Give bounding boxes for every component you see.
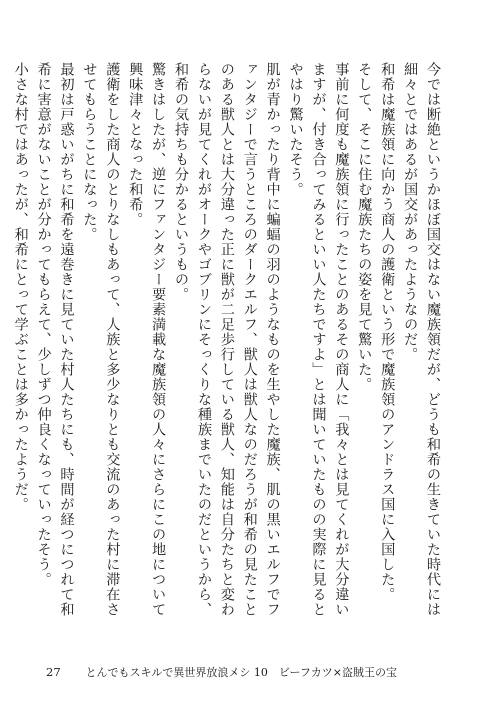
paragraph: 小さな村ではあったが、和希にとって学ぶことは多かったようだ。 [12,62,29,512]
paragraph: 驚きはしたが、逆にファンタジー要素満載な魔族領の人々にさらにこの地について興味津々となった和希。 [127,62,167,617]
paragraph: 肌が青かったり背中に蝙蝠の羽のようなものを生やした魔族、肌の黒いエルフでファンタジーで言うところのダークエルフ、獣人は獣人なのだろうが和希の見たことのある獣人とは大分違った正に獣が二足歩行している獣人、知能は自分たちと変わらないが見てくれがオークやゴブリンにそっくりな種族までいたのだというから、和希の気持ちも分かるというもの。 [173,62,281,617]
paragraph: 最初は戸惑いがちに和希を遠巻きに見ていた村人たちにも、時間が経つにつれて和希に害意がないことが分かってもらえて、少しずつ仲良くなっていったそう。 [35,62,75,617]
page-number: 27 [46,665,61,679]
paragraph: 事前に何度も魔族領に行ったことのあるその商人に「我々とは見てくれが大分違いますが、付き合ってみるといい人たちですよ」とは聞いていたものの実際に見るとやはり驚いたそう。 [287,62,350,617]
paragraph: 和希は魔族領に向かう商人の護衛という形で魔族領のアンドラス国に入国した。 [379,62,396,602]
page-footer [46,662,466,682]
running-title: とんでもスキルで異世界放浪メシ 10 ビーフカツ×盗賊王の宝 [85,666,397,679]
body-text [12,62,444,622]
paragraph: そして、そこに住む魔族たちの姿を見て驚いた。 [356,62,373,392]
paragraph: 今では断絶というかほぼ国交はない魔族領だが、どうも和希の生きていた時代には細々とではあるが国交があったようなのだ。 [402,62,441,617]
paragraph: 護衛をした商人のとりなしもあって、人族と多少なりとも交流のあった村に滞在させてもらうことになった。 [81,62,121,617]
